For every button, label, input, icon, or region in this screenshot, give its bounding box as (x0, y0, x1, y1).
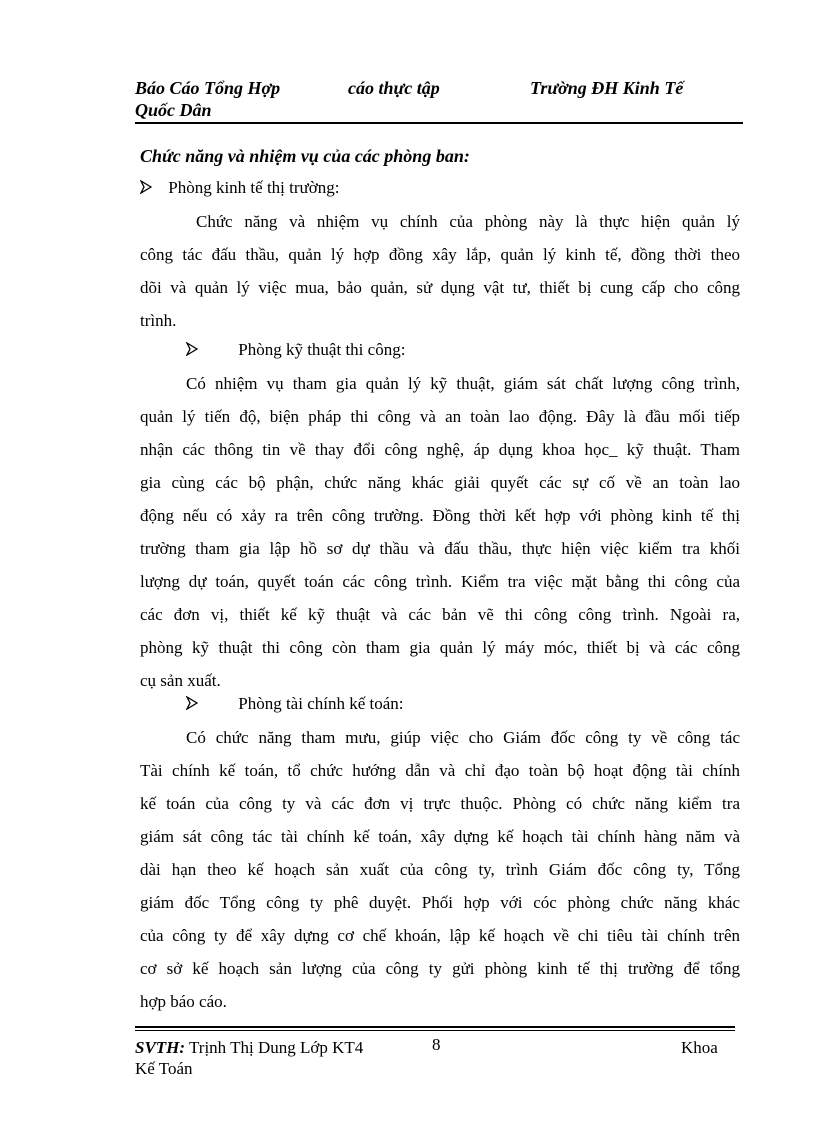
header-center: cáo thực tập (348, 78, 440, 98)
header-left-line2: Quốc Dân (135, 100, 212, 120)
footer-right: Khoa (681, 1038, 718, 1057)
bullet-phong-ky-thuat (186, 338, 405, 362)
paragraph-line: hợp báo cáo. (140, 992, 227, 1011)
paragraph-line: dõi và quản lý việc mua, bảo quản, sử dụng vật tư, thiết bị cung cấp cho công (140, 278, 740, 297)
bullet-phong-tai-chinh (186, 692, 404, 716)
arrow-bullet-icon (186, 342, 198, 356)
paragraph-line: cụ sản xuất. (140, 671, 221, 690)
footer-rule-bottom (135, 1030, 735, 1031)
header-right: Trường ĐH Kinh Tế (530, 78, 684, 98)
paragraph-line: của công ty để xây dựng cơ chế khoán, lập kế hoạch về chi tiêu tài chính trên (140, 926, 740, 945)
arrow-bullet-icon (186, 696, 198, 710)
paragraph-tai-chinh (140, 721, 740, 1018)
footer-label: SVTH: (135, 1038, 186, 1057)
section-title: Chức năng và nhiệm vụ của các phòng ban: (140, 146, 470, 166)
footer-name-class: Trịnh Thị Dung Lớp KT4 (189, 1038, 364, 1057)
header-left: Báo Cáo Tổng Hợp (135, 78, 281, 98)
paragraph-line: các đơn vị, thiết kế kỹ thuật và các bản vẽ thi công công trình. Ngoài ra, (140, 605, 740, 624)
paragraph-line: dài hạn theo kế hoạch sản xuất của công ty, trình Giám đốc công ty, Tổng (140, 860, 740, 879)
paragraph-line: công tác đấu thầu, quản lý hợp đồng xây lắp, quản lý kinh tế, đồng thời theo (140, 245, 740, 264)
paragraph-line: lượng dự toán, quyết toán các công trình. Kiểm tra việc mặt bằng thi công của (140, 572, 740, 591)
footer-rule-top (135, 1026, 735, 1028)
bullet-phong-kinh-te (140, 176, 339, 200)
footer-line2: Kế Toán (135, 1059, 193, 1078)
arrow-bullet-icon (140, 180, 152, 194)
bullet-label: Phòng tài chính kế toán: (238, 694, 404, 713)
paragraph-line: trường tham gia lập hồ sơ dự thầu và đấu thầu, thực hiện việc kiểm tra khối (140, 539, 740, 558)
page-number: 8 (432, 1035, 441, 1054)
paragraph-line: Tài chính kế toán, tổ chức hướng dẫn và chỉ đạo toàn bộ hoạt động tài chính (140, 761, 740, 780)
paragraph-ky-thuat (140, 367, 740, 697)
paragraph-line: Chức năng và nhiệm vụ chính của phòng này là thực hiện quản lý (196, 212, 740, 231)
bullet-label: Phòng kinh tế thị trường: (168, 178, 340, 197)
paragraph-line: kế toán của công ty và các đơn vị trực thuộc. Phòng có chức năng kiểm tra (140, 794, 740, 813)
paragraph-line: cơ sở kế hoạch sản lượng của công ty gửi phòng kinh tế thị trường để tổng (140, 959, 740, 978)
paragraph-line: phòng kỹ thuật thi công còn tham gia quản lý máy móc, thiết bị và các công (140, 638, 740, 657)
paragraph-line: nhận các thông tin về thay đổi công nghệ, áp dụng khoa học_ kỹ thuật. Tham (140, 440, 740, 459)
paragraph-line: quản lý tiến độ, biện pháp thi công và an toàn lao động. Đây là đầu mối tiếp (140, 407, 740, 426)
footer-author (135, 1037, 363, 1059)
paragraph-line: Có chức năng tham mưu, giúp việc cho Giám đốc công ty về công tác (186, 728, 740, 747)
paragraph-line: giám đốc Tổng công ty phê duyệt. Phối hợp với cóc phòng chức năng khác (140, 893, 740, 912)
paragraph-line: động nếu có xảy ra trên công trường. Đồng thời kết hợp với phòng kinh tế thị (140, 506, 740, 525)
paragraph-kinh-te (140, 205, 740, 337)
header-rule (135, 122, 743, 124)
paragraph-line: trình. (140, 311, 177, 330)
bullet-label: Phòng kỹ thuật thi công: (238, 340, 406, 359)
paragraph-line: giám sát công tác tài chính kế toán, xây dựng kế hoạch tài chính hàng năm và (140, 827, 740, 846)
paragraph-line: Có nhiệm vụ tham gia quản lý kỹ thuật, giám sát chất lượng công trình, (186, 374, 740, 393)
paragraph-line: gia cùng các bộ phận, chức năng khác giải quyết các sự cố về an toàn lao (140, 473, 740, 492)
